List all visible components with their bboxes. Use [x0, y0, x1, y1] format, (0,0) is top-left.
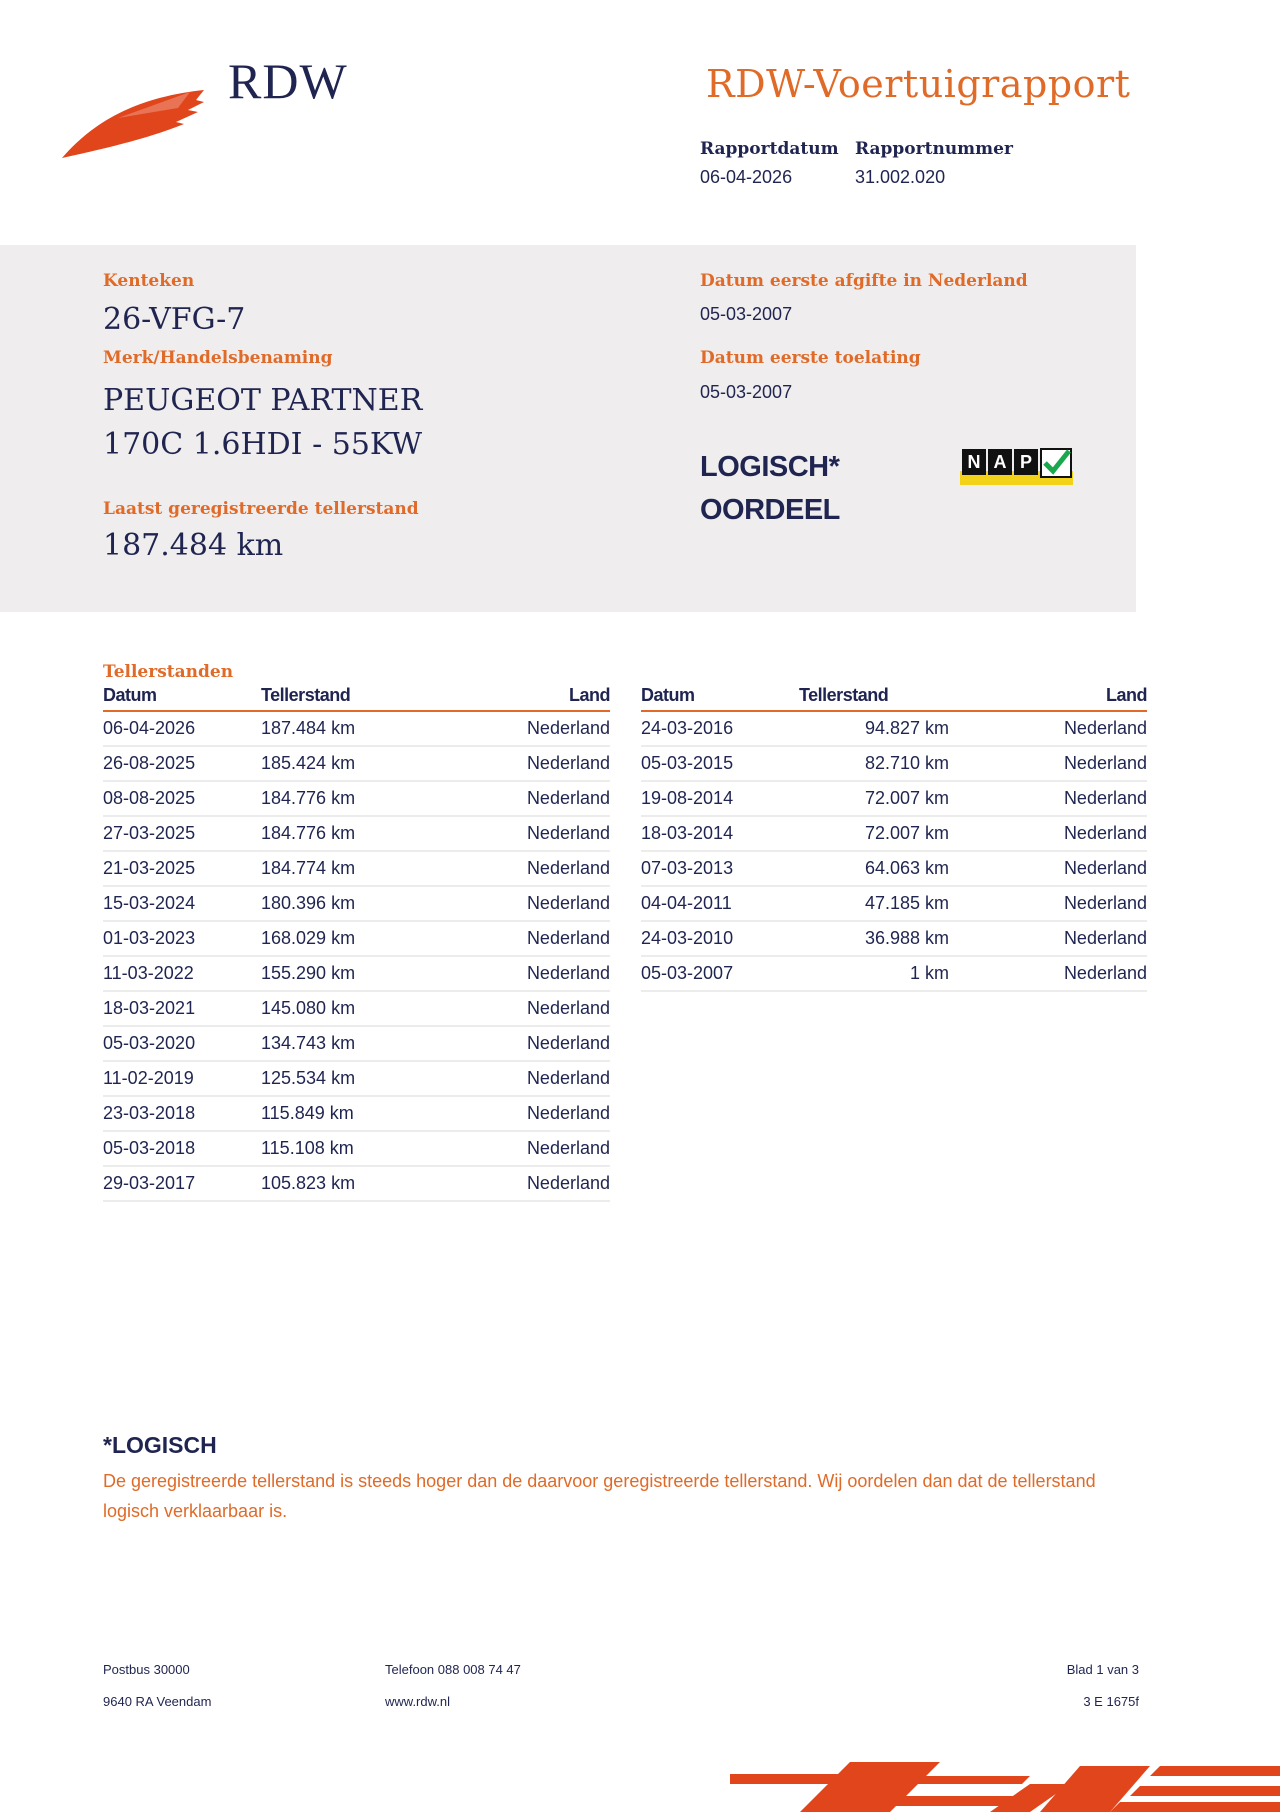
- cell-date: 23-03-2018: [103, 1096, 261, 1131]
- cell-reading: 185.424 km: [261, 746, 446, 781]
- nap-letter-p: P: [1014, 449, 1038, 475]
- cell-date: 11-02-2019: [103, 1061, 261, 1096]
- verdict-line-2: OORDEEL: [700, 494, 840, 526]
- check-icon: [1040, 447, 1073, 479]
- rdw-logo-icon: [58, 78, 208, 160]
- cell-country: Nederland: [446, 921, 610, 956]
- cell-country: Nederland: [446, 1096, 610, 1131]
- cell-reading: 115.849 km: [261, 1096, 446, 1131]
- make-label: Merk/Handelsbenaming: [103, 348, 333, 368]
- cell-date: 07-03-2013: [641, 851, 799, 886]
- cell-date: 15-03-2024: [103, 886, 261, 921]
- cell-country: Nederland: [949, 781, 1147, 816]
- first-admission-value: 05-03-2007: [700, 382, 793, 402]
- cell-date: 08-08-2025: [103, 781, 261, 816]
- verdict-line-1: LOGISCH*: [700, 451, 840, 483]
- cell-date: 24-03-2010: [641, 921, 799, 956]
- cell-date: 27-03-2025: [103, 816, 261, 851]
- cell-country: Nederland: [949, 886, 1147, 921]
- footer-city: 9640 RA Veendam: [103, 1694, 212, 1709]
- cell-reading: 145.080 km: [261, 991, 446, 1026]
- cell-date: 11-03-2022: [103, 956, 261, 991]
- table-row: [641, 956, 1147, 991]
- cell-date: 05-03-2020: [103, 1026, 261, 1061]
- cell-reading: 134.743 km: [261, 1026, 446, 1061]
- cell-reading: 184.774 km: [261, 851, 446, 886]
- odometer-value: 187.484 km: [103, 528, 284, 563]
- cell-date: 06-04-2026: [103, 711, 261, 746]
- cell-reading: 72.007 km: [799, 816, 949, 851]
- table-row: [103, 991, 610, 1026]
- cell-country: Nederland: [446, 851, 610, 886]
- cell-reading: 187.484 km: [261, 711, 446, 746]
- cell-reading: 1 km: [799, 956, 949, 991]
- cell-reading: 72.007 km: [799, 781, 949, 816]
- cell-reading: 168.029 km: [261, 921, 446, 956]
- cell-reading: 155.290 km: [261, 956, 446, 991]
- cell-country: Nederland: [949, 816, 1147, 851]
- col-date: Datum: [641, 680, 799, 711]
- brand-wordmark: RDW: [228, 53, 348, 109]
- cell-date: 29-03-2017: [103, 1166, 261, 1201]
- cell-date: 24-03-2016: [641, 711, 799, 746]
- plate-value: 26-VFG-7: [103, 302, 246, 337]
- cell-reading: 64.063 km: [799, 851, 949, 886]
- footer-po-box: Postbus 30000: [103, 1662, 190, 1677]
- cell-country: Nederland: [949, 851, 1147, 886]
- cell-date: 01-03-2023: [103, 921, 261, 956]
- cell-reading: 184.776 km: [261, 816, 446, 851]
- cell-date: 18-03-2021: [103, 991, 261, 1026]
- table-row: [103, 1166, 610, 1201]
- panel-tab-shape: [0, 580, 150, 605]
- nap-letter-n: N: [962, 449, 986, 475]
- cell-country: Nederland: [446, 991, 610, 1026]
- table-row: [641, 921, 1147, 956]
- cell-date: 21-03-2025: [103, 851, 261, 886]
- table-row: [103, 781, 610, 816]
- readings-title: Tellerstanden: [103, 662, 234, 682]
- col-date: Datum: [103, 680, 261, 711]
- first-issue-nl-value: 05-03-2007: [700, 304, 793, 324]
- footnote-text: De geregistreerde tellerstand is steeds hoger dan de daarvoor geregistreerde tellerstand. Wij oordelen dan dat de tellerstand logisch verklaarbaar is.: [103, 1471, 1096, 1521]
- cell-date: 26-08-2025: [103, 746, 261, 781]
- table-row: [641, 711, 1147, 746]
- footer-website[interactable]: www.rdw.nl: [385, 1694, 451, 1709]
- table-row: [103, 851, 610, 886]
- footer-code: 3 E 1675f: [1083, 1694, 1139, 1709]
- cell-country: Nederland: [446, 1166, 610, 1201]
- table-row: [641, 781, 1147, 816]
- cell-country: Nederland: [949, 746, 1147, 781]
- cell-country: Nederland: [446, 1026, 610, 1061]
- cell-reading: 180.396 km: [261, 886, 446, 921]
- report-title: RDW-Voertuigrapport: [706, 62, 1131, 106]
- report-number-label: Rapportnummer: [855, 139, 1013, 159]
- readings-table-left: [103, 680, 610, 1202]
- table-row: [103, 956, 610, 991]
- cell-country: Nederland: [446, 781, 610, 816]
- make-line-2: 170C 1.6HDI - 55KW: [103, 427, 423, 462]
- cell-reading: 115.108 km: [261, 1131, 446, 1166]
- make-line-1: PEUGEOT PARTNER: [103, 383, 423, 418]
- cell-reading: 105.823 km: [261, 1166, 446, 1201]
- footnote-title: *LOGISCH: [103, 1432, 217, 1458]
- cell-date: 19-08-2014: [641, 781, 799, 816]
- cell-country: Nederland: [446, 711, 610, 746]
- cell-reading: 82.710 km: [799, 746, 949, 781]
- cell-country: Nederland: [446, 956, 610, 991]
- cell-date: 05-03-2018: [103, 1131, 261, 1166]
- col-reading: Tellerstand: [261, 680, 446, 711]
- cell-date: 18-03-2014: [641, 816, 799, 851]
- footer-phone: Telefoon 088 008 74 47: [385, 1662, 521, 1677]
- nap-letter-a: A: [988, 449, 1012, 475]
- cell-country: Nederland: [949, 921, 1147, 956]
- nap-logo: [960, 447, 1073, 493]
- plate-label: Kenteken: [103, 271, 195, 291]
- table-row: [641, 886, 1147, 921]
- first-issue-nl-label: Datum eerste afgifte in Nederland: [700, 271, 1028, 291]
- table-row: [641, 851, 1147, 886]
- odometer-label: Laatst geregistreerde tellerstand: [103, 499, 419, 519]
- first-admission-label: Datum eerste toelating: [700, 348, 921, 368]
- table-row: [103, 1026, 610, 1061]
- report-date-label: Rapportdatum: [700, 139, 839, 159]
- cell-country: Nederland: [446, 1061, 610, 1096]
- table-row: [103, 1061, 610, 1096]
- table-row: [103, 921, 610, 956]
- cell-country: Nederland: [949, 956, 1147, 991]
- cell-reading: 125.534 km: [261, 1061, 446, 1096]
- cell-reading: 184.776 km: [261, 781, 446, 816]
- cell-date: 04-04-2011: [641, 886, 799, 921]
- report-number: 31.002.020: [855, 167, 946, 187]
- cell-date: 05-03-2015: [641, 746, 799, 781]
- footer-page: Blad 1 van 3: [1066, 1662, 1139, 1677]
- table-row: [103, 886, 610, 921]
- cell-country: Nederland: [446, 886, 610, 921]
- cell-country: Nederland: [446, 746, 610, 781]
- table-row: [103, 1131, 610, 1166]
- col-country: Land: [949, 680, 1147, 711]
- cell-country: Nederland: [446, 1131, 610, 1166]
- table-row: [103, 1096, 610, 1131]
- table-row: [103, 816, 610, 851]
- cell-country: Nederland: [446, 816, 610, 851]
- footer-stripes-decoration: [730, 1762, 1280, 1812]
- table-row: [103, 711, 610, 746]
- table-row: [641, 816, 1147, 851]
- cell-date: 05-03-2007: [641, 956, 799, 991]
- table-row: [641, 746, 1147, 781]
- cell-country: Nederland: [949, 711, 1147, 746]
- cell-reading: 94.827 km: [799, 711, 949, 746]
- col-reading: Tellerstand: [799, 680, 949, 711]
- col-country: Land: [446, 680, 610, 711]
- readings-table-right: [641, 680, 1147, 992]
- cell-reading: 36.988 km: [799, 921, 949, 956]
- report-date: 06-04-2026: [700, 167, 793, 187]
- cell-reading: 47.185 km: [799, 886, 949, 921]
- table-row: [103, 746, 610, 781]
